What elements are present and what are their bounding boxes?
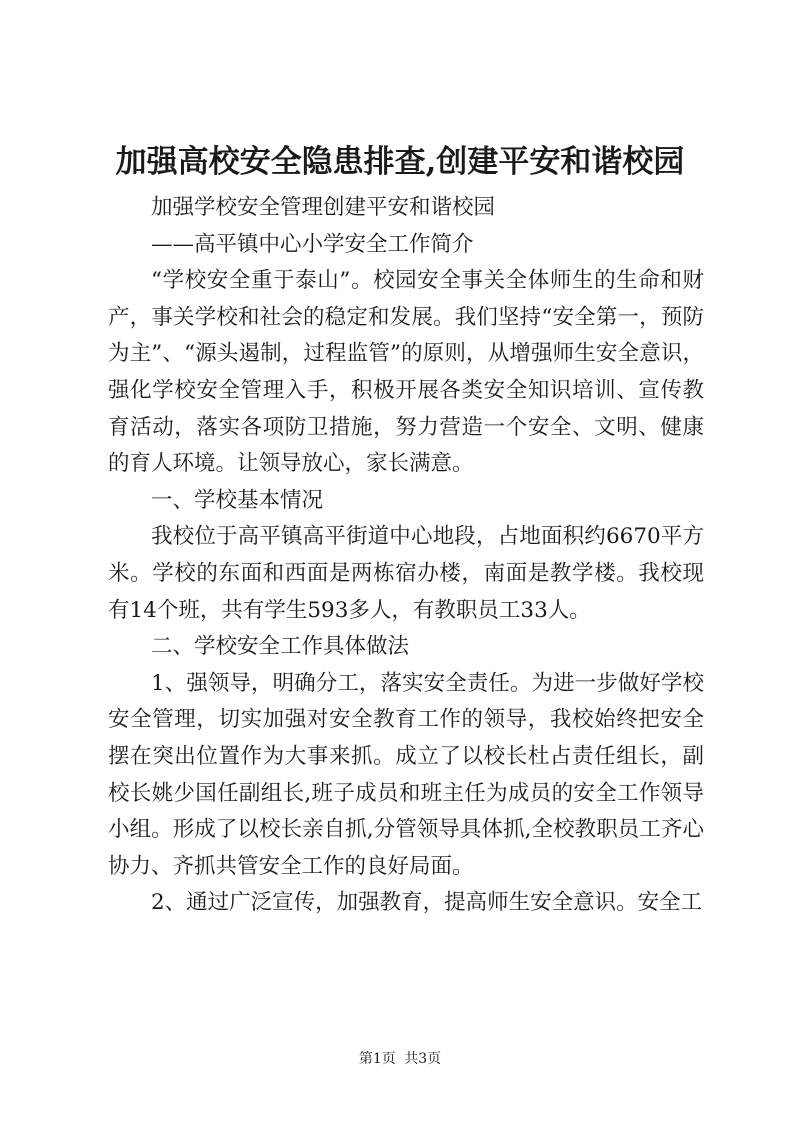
subtitle-byline: ——高平镇中心小学安全工作简介 <box>151 231 474 257</box>
paragraph-practice-1: 1、强领导，明确分工，落实安全责任。为进一步做好学校安全管理，切实加强对安全教育工作的领导，我校始终把安全摆在突出位置作为大事来抓。成立了以校长杜占责任组长，副校长姚少国任副组长,班子成员和班主任为成员的安全工作领导小组。形成了以校长亲自抓,分管领导具体抓,全校教职员工齐心协力、齐抓共管安全工作的良好局面。 <box>108 670 704 879</box>
page-footer <box>0 1049 800 1069</box>
document-title: 加强高校安全隐患排查,创建平安和谐校园 <box>115 144 685 180</box>
paragraph-basic-info: 我校位于高平镇高平街道中心地段，占地面积约6670平方米。学校的东面和西面是两栋宿办楼，南面是教学楼。我校现有14个班，共有学生593多人，有教职员工33人。 <box>108 524 704 623</box>
section-heading-basic-info: 一、学校基本情况 <box>151 487 324 513</box>
page-total: 共3页 <box>404 1051 442 1067</box>
paragraph-intro: “学校安全重于泰山”。校园安全事关全体师生的生命和财产，事关学校和社会的稳定和发展。我们坚持“安全第一，预防为主”、“源头遏制，过程监管”的原则，从增强师生安全意识，强化学校安全管理入手，积极开展各类安全知识培训、宣传教育活动，落实各项防卫措施，努力营造一个安全、文明、健康的育人环境。让领导放心，家长满意。 <box>108 268 704 477</box>
section-heading-practices: 二、学校安全工作具体做法 <box>151 634 410 660</box>
page-number: 第1页 <box>358 1051 396 1067</box>
subtitle: 加强学校安全管理创建平安和谐校园 <box>151 195 496 220</box>
paragraph-practice-2: 2、通过广泛宣传，加强教育，提高师生安全意识。安全工 <box>151 890 703 916</box>
document-body <box>108 190 704 922</box>
